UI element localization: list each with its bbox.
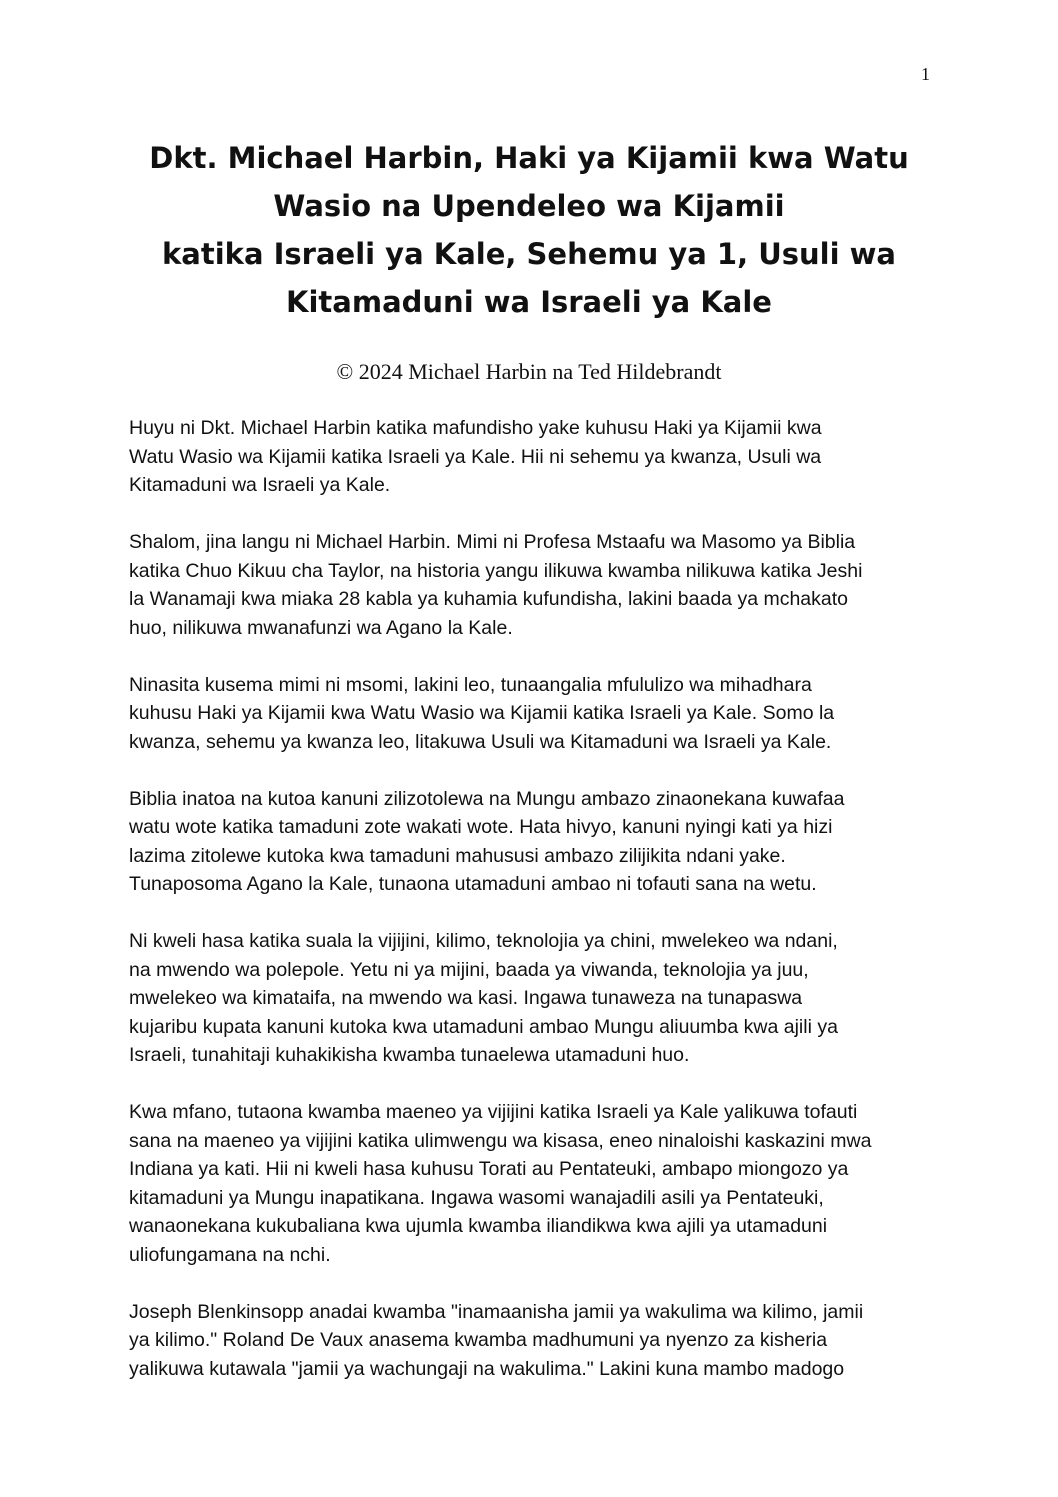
- text-line: Joseph Blenkinsopp anadai kwamba "inamaanisha jamii ya wakulima wa kilimo, jamii: [129, 1300, 864, 1323]
- text-line: Kwa mfano, tutaona kwamba maeneo ya vijijini katika Israeli ya Kale yalikuwa tofauti: [129, 1101, 858, 1123]
- text-line: Watu Wasio wa Kijamii katika Israeli ya Kale. Hii ni sehemu ya kwanza, Usuli wa: [129, 445, 822, 468]
- text-line: mwelekeo wa kimataifa, na mwendo wa kasi. Ingawa tunaweza na tunapaswa: [129, 987, 803, 1009]
- paragraph: [129, 671, 949, 757]
- paragraph: [129, 1298, 949, 1384]
- text-line: kitamaduni ya Mungu inapatikana. Ingawa wasomi wanajadili asili ya Pentateuki,: [129, 1186, 824, 1209]
- text-line: Shalom, jina langu ni Michael Harbin. Mimi ni Profesa Mstaafu wa Masomo ya Biblia: [129, 531, 856, 553]
- text-line: sana na maeneo ya vijijini katika ulimwengu wa kisasa, eneo ninaloishi kaskazini mwa: [129, 1129, 872, 1152]
- paragraph: [129, 1098, 949, 1269]
- text-line: Ninasita kusema mimi ni msomi, lakini leo, tunaangalia mfululizo wa mihadhara: [129, 673, 812, 696]
- text-line: Indiana ya kati. Hii ni kweli hasa kuhusu Torati au Pentateuki, ambapo miongozo ya: [129, 1158, 849, 1180]
- title-line: katika Israeli ya Kale, Sehemu ya 1, Usuli wa: [162, 237, 896, 271]
- text-line: lazima zitolewe kutoka kwa tamaduni mahususi ambazo zilijikita ndani yake.: [129, 844, 786, 867]
- text-line: Kitamaduni wa Israeli ya Kale.: [129, 474, 391, 496]
- paragraph: [129, 927, 949, 1070]
- text-line: Ni kweli hasa katika suala la vijijini, kilimo, teknolojia ya chini, mwelekeo wa ndani,: [129, 930, 838, 952]
- text-line: uliofungamana na nchi.: [129, 1243, 331, 1266]
- text-line: la Wanamaji kwa miaka 28 kabla ya kuhamia kufundisha, lakini baada ya mchakato: [129, 588, 848, 610]
- title-line: Wasio na Upendeleo wa Kijamii: [273, 189, 785, 223]
- text-line: kwanza, sehemu ya kwanza leo, litakuwa Usuli wa Kitamaduni wa Israeli ya Kale.: [129, 730, 832, 753]
- document-title: [110, 134, 948, 326]
- text-line: kujaribu kupata kanuni kutoka kwa utamaduni ambao Mungu aliuumba kwa ajili ya: [129, 1015, 838, 1038]
- page-number: 1: [921, 64, 930, 84]
- text-line: ya kilimo." Roland De Vaux anasema kwamba madhumuni ya nyenzo za kisheria: [129, 1329, 828, 1351]
- paragraph: [129, 528, 949, 642]
- text-line: Tunaposoma Agano la Kale, tunaona utamaduni ambao ni tofauti sana na wetu.: [129, 873, 817, 895]
- text-line: Biblia inatoa na kutoa kanuni zilizotolewa na Mungu ambazo zinaonekana kuwafaa: [129, 787, 845, 810]
- copyright-notice: © 2024 Michael Harbin na Ted Hildebrandt: [336, 359, 722, 384]
- text-line: Israeli, tunahitaji kuhakikisha kwamba tunaelewa utamaduni huo.: [129, 1044, 690, 1066]
- text-line: katika Chuo Kikuu cha Taylor, na historia yangu ilikuwa kwamba nilikuwa katika Jeshi: [129, 559, 863, 582]
- text-line: yalikuwa kutawala "jamii ya wachungaji na wakulima." Lakini kuna mambo madogo: [129, 1357, 845, 1380]
- text-line: na mwendo wa polepole. Yetu ni ya mijini, baada ya viwanda, teknolojia ya juu,: [129, 958, 809, 981]
- text-line: kuhusu Haki ya Kijamii kwa Watu Wasio wa Kijamii katika Israeli ya Kale. Somo la: [129, 702, 835, 724]
- text-line: watu wote katika tamaduni zote wakati wote. Hata hivyo, kanuni nyingi kati ya hizi: [129, 816, 833, 838]
- paragraph: [129, 785, 949, 899]
- document-body: [129, 414, 949, 1412]
- title-line: Dkt. Michael Harbin, Haki ya Kijamii kwa Watu: [149, 141, 909, 175]
- text-line: Huyu ni Dkt. Michael Harbin katika mafundisho yake kuhusu Haki ya Kijamii kwa: [129, 417, 822, 439]
- paragraph: [129, 414, 949, 500]
- title-line: Kitamaduni wa Israeli ya Kale: [286, 285, 772, 319]
- text-line: wanaonekana kukubaliana kwa ujumla kwamba iliandikwa kwa ajili ya utamaduni: [129, 1215, 828, 1237]
- text-line: huo, nilikuwa mwanafunzi wa Agano la Kale.: [129, 616, 513, 639]
